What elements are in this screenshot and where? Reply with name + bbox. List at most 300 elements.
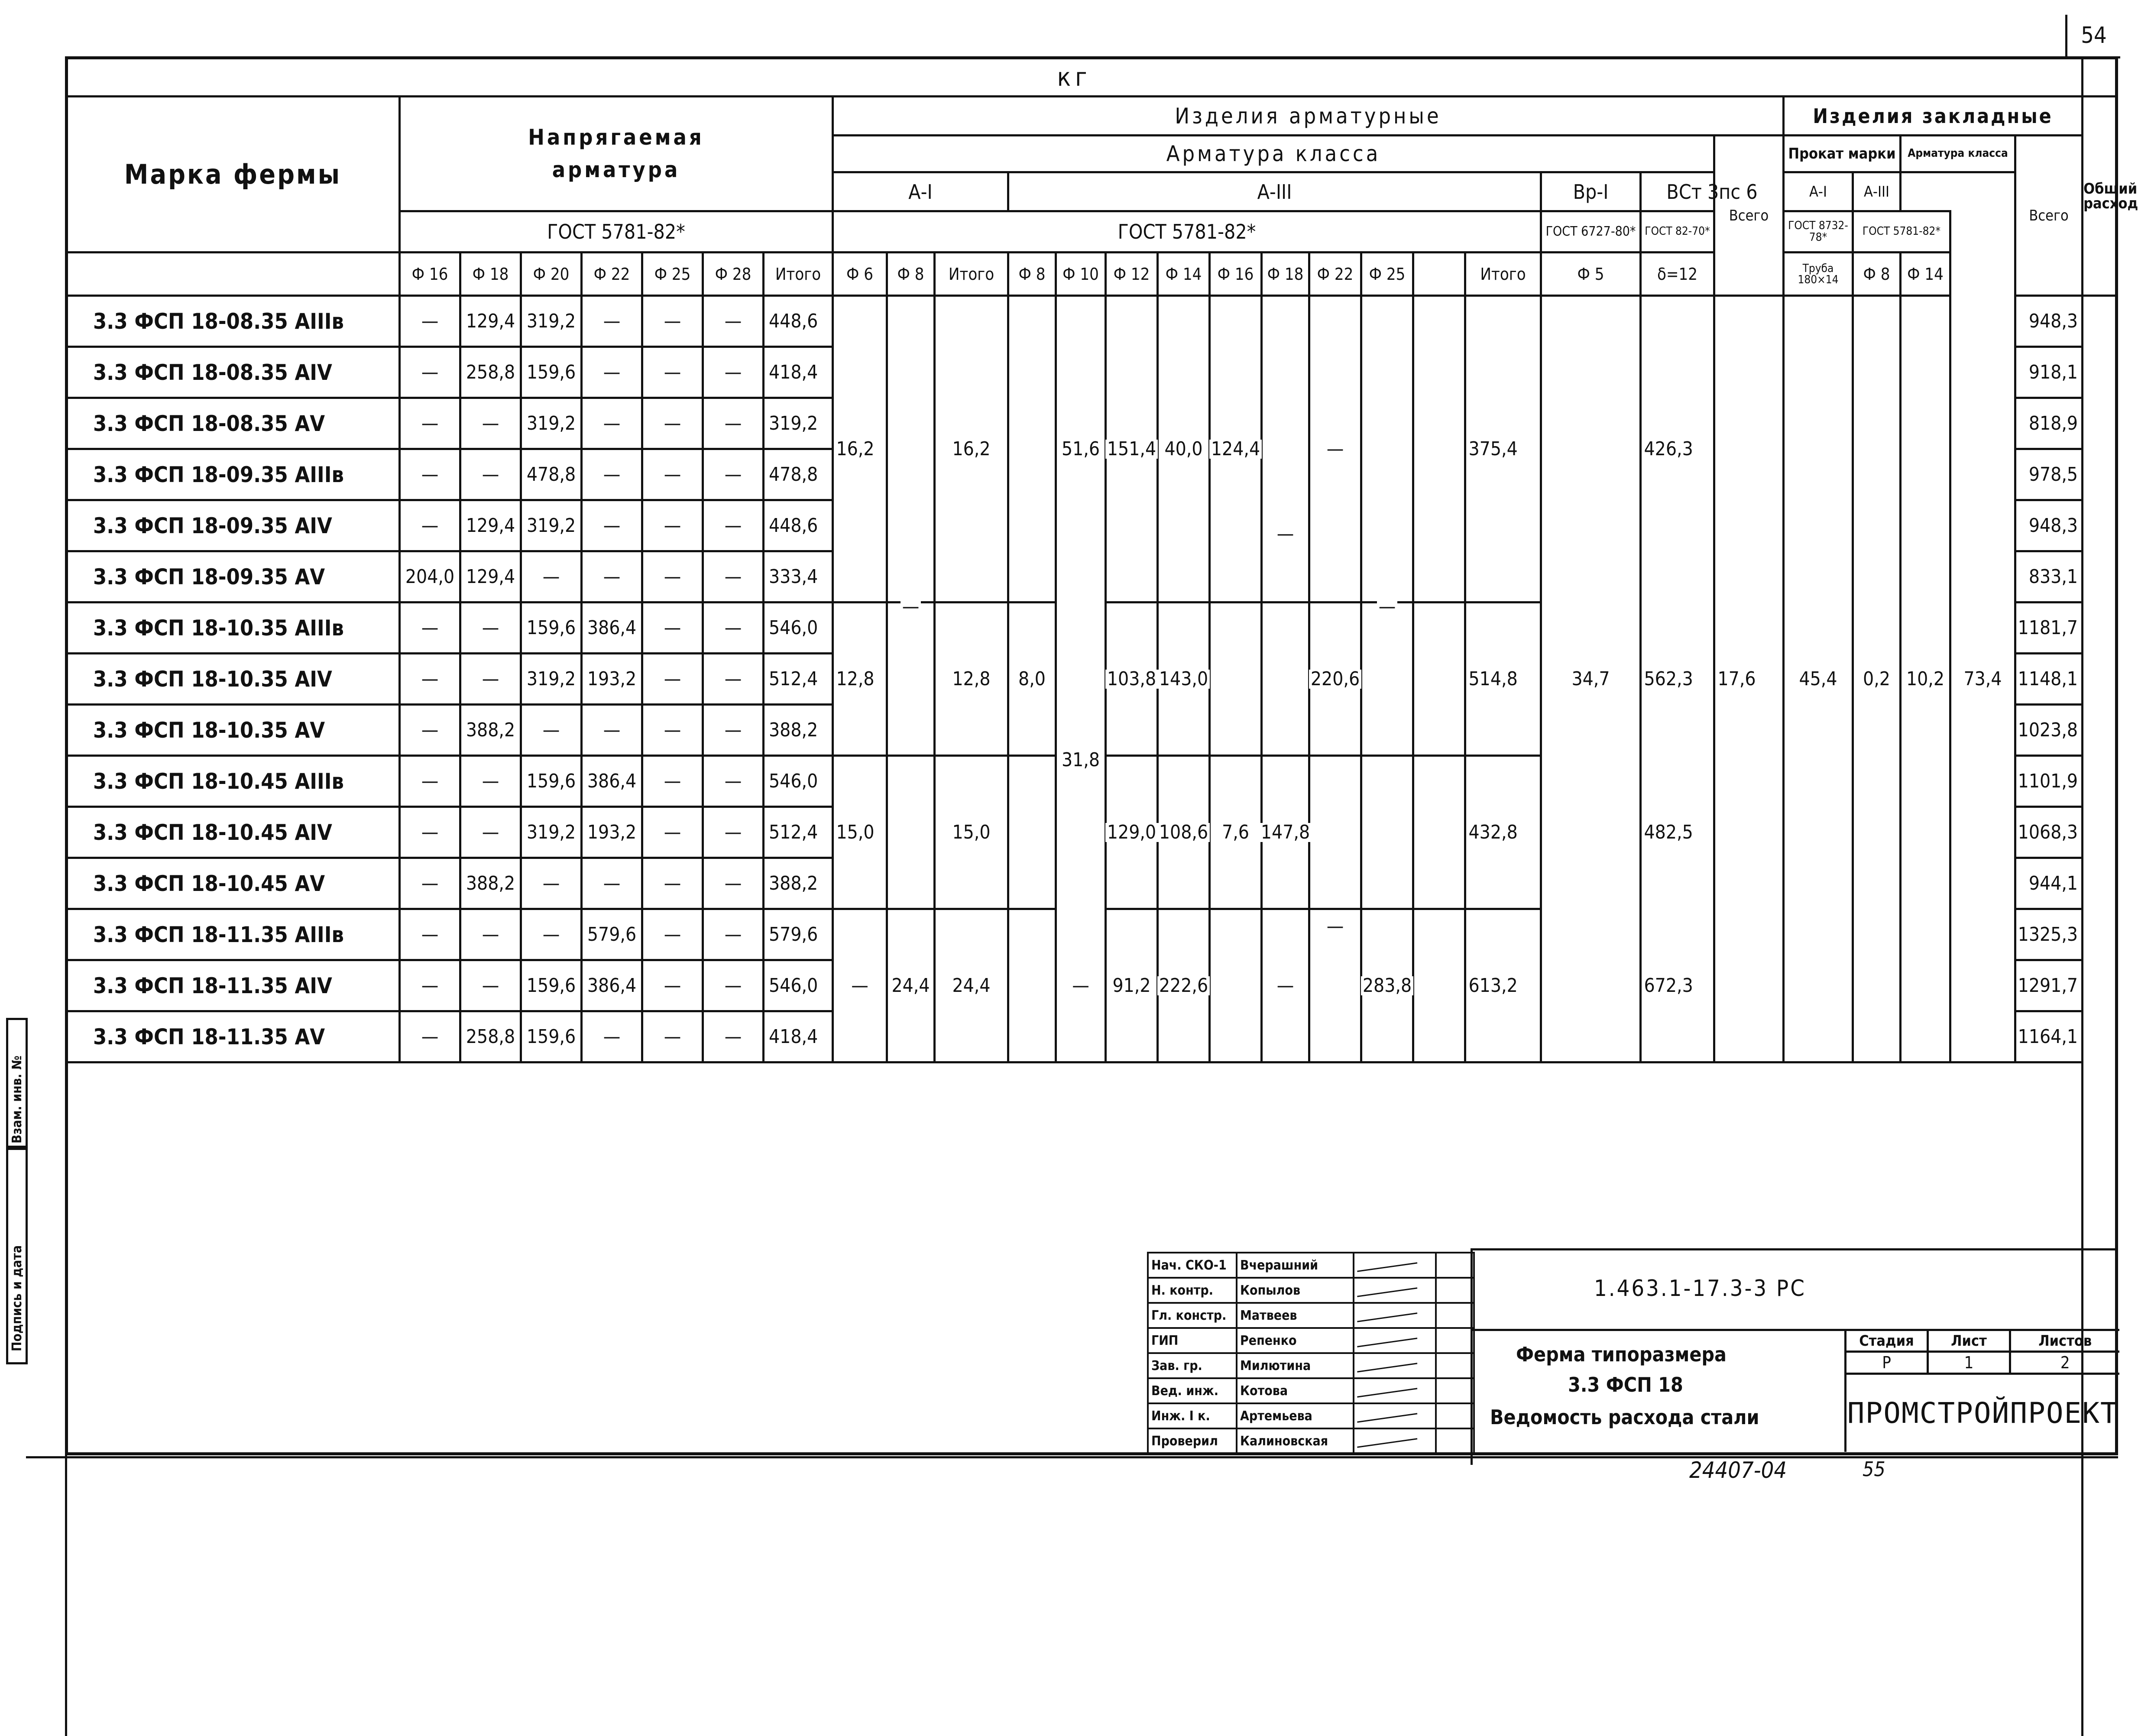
vr-col-header: Ф 5 (1541, 253, 1641, 296)
group-cell (1309, 807, 1361, 858)
sheet-label: Лист (1928, 1330, 2010, 1352)
stressed-col-header: Ф 25 (642, 253, 703, 296)
group-cell (1361, 1011, 1413, 1062)
signature (1354, 1278, 1436, 1303)
group-cell (1714, 909, 1784, 960)
grand-total-cell: 1068,3 (2015, 807, 2083, 858)
group-cell (1262, 449, 1309, 500)
group-cell (1056, 654, 1106, 705)
stressed-cell: — (521, 551, 582, 602)
group-cell (1361, 909, 1413, 960)
grand-total-cell: 918,1 (2015, 347, 2083, 398)
grand-total-cell: 833,1 (2015, 551, 2083, 602)
stressed-cell: 129,4 (460, 551, 521, 602)
group-cell (1262, 756, 1309, 807)
group-cell (1361, 500, 1413, 551)
stressed-cell: 319,2 (521, 398, 582, 449)
group-value: 143,0 (1157, 670, 1210, 689)
stressed-cell: — (642, 347, 703, 398)
group-separator (833, 755, 1056, 757)
group-cell (1210, 602, 1262, 654)
group-cell (833, 602, 887, 654)
group-cell (1158, 551, 1210, 602)
group-cell (1106, 551, 1158, 602)
stressed-cell: 512,4 (764, 654, 833, 705)
group-cell (1641, 756, 1714, 807)
title-line2: 3.3 ФСП 18 (1568, 1373, 1683, 1396)
group-cell (1541, 449, 1641, 500)
group-cell (1784, 398, 1853, 449)
stressed-col-header: Ф 20 (521, 253, 582, 296)
stressed-cell: — (642, 807, 703, 858)
group-value: 482,5 (1642, 823, 1695, 842)
signature-mark (1357, 1438, 1418, 1449)
signer-role: Проверил (1148, 1428, 1237, 1454)
row-mark: 3.3 ФСП 18-10.35 АIIIв (66, 602, 400, 654)
products-emb-header: Изделия закладные (1784, 97, 2083, 136)
group-cell (1465, 1011, 1541, 1062)
stressed-cell: — (400, 602, 460, 654)
group-cell (1465, 705, 1541, 756)
group-cell (1413, 347, 1465, 398)
group-cell (1541, 551, 1641, 602)
date-cell (1436, 1303, 1474, 1328)
signer-name: Матвеев (1237, 1303, 1354, 1328)
stressed-cell: 546,0 (764, 602, 833, 654)
stressed-col-header: Итого (764, 253, 833, 296)
signature-mark (1357, 1262, 1418, 1273)
stressed-cell: — (703, 398, 764, 449)
group-cell (887, 705, 935, 756)
stressed-cell: — (400, 960, 460, 1011)
group-cell (1210, 858, 1262, 909)
group-value: 124,4 (1209, 440, 1262, 459)
group-value: 34,7 (1570, 670, 1611, 689)
doc-code: 1.463.1-17.3-3 РС (1594, 1276, 1806, 1302)
group-cell (1950, 909, 2015, 960)
group-cell (1008, 449, 1056, 500)
emb-arm-class-header: Арматура класса (1901, 136, 2015, 172)
grand-total-cell: 944,1 (2015, 858, 2083, 909)
stressed-cell: 159,6 (521, 1011, 582, 1062)
group-cell (1413, 909, 1465, 960)
group-value: 432,8 (1467, 823, 1519, 842)
group-cell (1901, 449, 1950, 500)
stressed-cell: 388,2 (764, 705, 833, 756)
group-cell (935, 296, 1008, 347)
group-cell (1465, 602, 1541, 654)
bottom-border (26, 1456, 2118, 1458)
group-cell (1465, 756, 1541, 807)
group-cell (1158, 602, 1210, 654)
stressed-cell: 448,6 (764, 296, 833, 347)
stressed-cell: — (703, 756, 764, 807)
stressed-cell: — (521, 705, 582, 756)
group-value: 12,8 (835, 670, 876, 689)
group-cell (1950, 756, 2015, 807)
stressed-cell: 448,6 (764, 500, 833, 551)
stressed-cell: 386,4 (582, 756, 642, 807)
stressed-cell: 546,0 (764, 756, 833, 807)
group-cell (1056, 909, 1106, 960)
group-cell (1106, 909, 1158, 960)
group-cell (1008, 296, 1056, 347)
stressed-cell: — (703, 1011, 764, 1062)
group-cell (1309, 602, 1361, 654)
signer-role: Зав. гр. (1148, 1353, 1237, 1378)
signature (1354, 1403, 1436, 1428)
group-cell (1853, 756, 1901, 807)
group-cell (1541, 398, 1641, 449)
row-mark: 3.3 ФСП 18-10.35 АIV (66, 654, 400, 705)
signature-mark (1357, 1363, 1418, 1374)
row-mark: 3.3 ФСП 18-09.35 АIV (66, 500, 400, 551)
stressed-cell: — (400, 398, 460, 449)
stressed-cell: — (642, 602, 703, 654)
stressed-cell: 129,4 (460, 296, 521, 347)
class-a3-header: А-III (1008, 172, 1541, 211)
group-cell (1361, 756, 1413, 807)
row-mark: 3.3 ФСП 18-10.45 АV (66, 858, 400, 909)
stressed-cell: — (642, 500, 703, 551)
delta-col-header: δ=12 (1641, 253, 1714, 296)
group-cell (887, 1011, 935, 1062)
group-cell (1950, 449, 2015, 500)
group-cell (1210, 909, 1262, 960)
group-separator (1106, 908, 1541, 910)
arm-class-header: Арматура класса (833, 136, 1714, 172)
kg-header: кг (66, 58, 2083, 97)
signer-role: Вед. инж. (1148, 1378, 1237, 1403)
a3-col-header: Ф 12 (1106, 253, 1158, 296)
title-line3: Ведомость расхода стали (1490, 1406, 1759, 1429)
stressed-cell: 386,4 (582, 602, 642, 654)
group-cell (1784, 602, 1853, 654)
signer-name: Копылов (1237, 1278, 1354, 1303)
stressed-cell: — (703, 602, 764, 654)
stressed-cell: 159,6 (521, 347, 582, 398)
a3-col-header: Ф 14 (1158, 253, 1210, 296)
group-cell (1784, 500, 1853, 551)
stressed-cell: — (582, 551, 642, 602)
group-cell (1361, 858, 1413, 909)
group-value: 51,6 (1060, 440, 1101, 459)
stressed-cell: — (642, 398, 703, 449)
sheets-label: Листов (2010, 1330, 2119, 1352)
group-cell (1413, 705, 1465, 756)
stressed-cell: — (460, 909, 521, 960)
group-cell (1413, 654, 1465, 705)
group-cell (1262, 398, 1309, 449)
stressed-cell: — (703, 909, 764, 960)
stressed-cell: 388,2 (764, 858, 833, 909)
group-cell (833, 347, 887, 398)
stressed-cell: — (400, 909, 460, 960)
group-value: 103,8 (1105, 670, 1158, 689)
stressed-cell: 319,2 (521, 654, 582, 705)
group-value: 147,8 (1259, 823, 1312, 842)
group-cell (1541, 858, 1641, 909)
group-value: — (1070, 976, 1091, 995)
group-value: 12,8 (950, 670, 992, 689)
group-cell (1309, 1011, 1361, 1062)
group-cell (1641, 1011, 1714, 1062)
grand-total-cell: 1325,3 (2015, 909, 2083, 960)
group-cell (1262, 602, 1309, 654)
group-cell (887, 500, 935, 551)
group-cell (1056, 296, 1106, 347)
group-cell (1901, 1011, 1950, 1062)
group-cell (1361, 296, 1413, 347)
stressed-cell: — (460, 960, 521, 1011)
a3-col-header: Ф 25 (1361, 253, 1413, 296)
group-dash: — (1377, 597, 1398, 616)
swap-inv-label: Взам. инв. № (10, 1056, 25, 1143)
sheet-number: 54 (2065, 15, 2120, 58)
stressed-col-header: Ф 18 (460, 253, 521, 296)
stressed-cell: — (703, 807, 764, 858)
group-value: 0,2 (1861, 670, 1892, 689)
stressed-cell: 159,6 (521, 602, 582, 654)
row-mark: 3.3 ФСП 18-08.35 АIIIв (66, 296, 400, 347)
stressed-cell: — (460, 398, 521, 449)
group-cell (1901, 858, 1950, 909)
group-cell (1541, 807, 1641, 858)
group-cell (1361, 807, 1413, 858)
group-cell (1413, 551, 1465, 602)
group-cell (1853, 500, 1901, 551)
stressed-cell: — (400, 500, 460, 551)
signature-mark (1357, 1413, 1418, 1424)
grand-total-cell: 1023,8 (2015, 705, 2083, 756)
row-mark: 3.3 ФСП 18-09.35 АIIIв (66, 449, 400, 500)
group-cell (1853, 347, 1901, 398)
group-cell (1361, 398, 1413, 449)
group-cell (1158, 1011, 1210, 1062)
stressed-cell: 418,4 (764, 1011, 833, 1062)
group-cell (1641, 551, 1714, 602)
stressed-cell: — (582, 500, 642, 551)
date-cell (1436, 1403, 1474, 1428)
group-cell (1262, 858, 1309, 909)
stressed-cell: 333,4 (764, 551, 833, 602)
group-cell (1714, 1011, 1784, 1062)
group-cell (1106, 858, 1158, 909)
group-value: 16,2 (835, 440, 876, 459)
group-cell (1158, 756, 1210, 807)
stressed-cell: 579,6 (582, 909, 642, 960)
group-cell (1210, 654, 1262, 705)
a1-col-header: Ф 8 (887, 253, 935, 296)
group-cell (887, 756, 935, 807)
group-cell (1853, 807, 1901, 858)
group-cell (1309, 858, 1361, 909)
group-cell (1008, 551, 1056, 602)
group-value: 24,4 (950, 976, 992, 995)
group-cell (1541, 705, 1641, 756)
emb-a3-header: А-III (1853, 172, 1901, 211)
group-cell (1784, 909, 1853, 960)
signature (1354, 1353, 1436, 1378)
group-cell (1541, 602, 1641, 654)
stressed-cell: — (521, 909, 582, 960)
class-a1-header: А-I (833, 172, 1008, 211)
title-line1: Ферма типоразмера (1516, 1343, 1727, 1366)
group-cell (1641, 705, 1714, 756)
grand-total-cell: 1164,1 (2015, 1011, 2083, 1062)
a3-col-header (1413, 253, 1465, 296)
stressed-cell: — (642, 756, 703, 807)
signer-role: ГИП (1148, 1328, 1237, 1353)
group-value: 426,3 (1642, 440, 1695, 459)
group-cell (1901, 705, 1950, 756)
bottom-number: 24407-04 (1689, 1457, 1787, 1483)
group-value: 672,3 (1642, 976, 1695, 995)
group-cell (1210, 551, 1262, 602)
row-mark: 3.3 ФСП 18-10.45 АIIIв (66, 756, 400, 807)
group-cell (1361, 347, 1413, 398)
group-cell (833, 858, 887, 909)
stressed-header: Напрягаемая арматура (400, 97, 833, 211)
group-value: 17,6 (1716, 670, 1758, 689)
group-cell (1641, 602, 1714, 654)
group-cell (1901, 807, 1950, 858)
group-cell (1901, 551, 1950, 602)
grand-total-cell: 1291,7 (2015, 960, 2083, 1011)
stressed-cell: 193,2 (582, 807, 642, 858)
group-cell (1641, 858, 1714, 909)
signature (1354, 1328, 1436, 1353)
group-cell (1210, 296, 1262, 347)
stressed-cell: — (642, 654, 703, 705)
group-value: 24,4 (890, 976, 931, 995)
a3-col-header: Ф 22 (1309, 253, 1361, 296)
stressed-col-header: Ф 16 (400, 253, 460, 296)
products-arm-header: Изделия арматурные (833, 97, 1784, 136)
group-cell (1008, 858, 1056, 909)
group-cell (1361, 449, 1413, 500)
group-cell (1541, 347, 1641, 398)
group-cell (1784, 296, 1853, 347)
stressed-cell: 319,2 (521, 296, 582, 347)
group-cell (1361, 551, 1413, 602)
group-cell (1784, 449, 1853, 500)
signer-name: Котова (1237, 1378, 1354, 1403)
sheets-value: 2 (2010, 1352, 2119, 1374)
group-separator (833, 601, 1056, 603)
group-cell (1901, 347, 1950, 398)
group-separator (1106, 601, 1541, 603)
group-cell (1714, 756, 1784, 807)
grand-total-cell: 948,3 (2015, 500, 2083, 551)
stressed-cell: — (642, 909, 703, 960)
group-value: 45,4 (1797, 670, 1839, 689)
group-cell (1309, 296, 1361, 347)
group-cell (1158, 909, 1210, 960)
group-cell (1950, 858, 2015, 909)
stressed-cell: — (703, 705, 764, 756)
stressed-cell: — (582, 347, 642, 398)
group-cell (833, 705, 887, 756)
group-cell (1541, 960, 1641, 1011)
group-cell (1784, 551, 1853, 602)
stage-value: Р (1846, 1352, 1928, 1374)
rolled-header: Прокат марки (1784, 136, 1901, 172)
stressed-cell: 129,4 (460, 500, 521, 551)
group-cell (1901, 296, 1950, 347)
group-cell (1262, 296, 1309, 347)
steel-consumption-table (65, 56, 2138, 1736)
stressed-cell: — (703, 551, 764, 602)
group-cell (1641, 347, 1714, 398)
group-cell (1413, 858, 1465, 909)
stressed-cell: — (400, 347, 460, 398)
stressed-cell: — (460, 756, 521, 807)
stressed-cell: — (703, 296, 764, 347)
date-cell (1436, 1428, 1474, 1454)
group-cell (1641, 296, 1714, 347)
group-cell (1309, 705, 1361, 756)
stressed-col-header: Ф 28 (703, 253, 764, 296)
signature-mark (1357, 1388, 1418, 1399)
group-cell (1950, 1011, 2015, 1062)
group-value: 15,0 (835, 823, 876, 842)
group-cell (1158, 347, 1210, 398)
grand-total-cell: 1181,7 (2015, 602, 2083, 654)
group-cell (1413, 756, 1465, 807)
group-separator (1106, 755, 1541, 757)
group-cell (1056, 705, 1106, 756)
row-mark: 3.3 ФСП 18-10.45 АIV (66, 807, 400, 858)
group-cell (1262, 654, 1309, 705)
group-cell (1158, 858, 1210, 909)
group-cell (1106, 705, 1158, 756)
group-value: — (1275, 976, 1296, 995)
group-cell (833, 1011, 887, 1062)
group-cell (1106, 347, 1158, 398)
group-cell (887, 347, 935, 398)
group-cell (1901, 500, 1950, 551)
group-cell (1714, 551, 1784, 602)
stressed-cell: — (582, 449, 642, 500)
stressed-cell: — (642, 1011, 703, 1062)
a1-col-header: Ф 6 (833, 253, 887, 296)
group-value: 73,4 (1962, 670, 2003, 689)
group-value: 222,6 (1157, 976, 1210, 995)
group-cell (1106, 500, 1158, 551)
stressed-cell: 418,4 (764, 347, 833, 398)
group-dash: — (1325, 917, 1346, 936)
group-cell (935, 1011, 1008, 1062)
group-cell (1008, 398, 1056, 449)
stressed-cell: — (400, 296, 460, 347)
stressed-cell: 159,6 (521, 756, 582, 807)
group-separator (833, 908, 1056, 910)
group-cell (1901, 602, 1950, 654)
group-cell (1262, 347, 1309, 398)
tube-col-header: Труба 180×14 (1784, 253, 1853, 296)
group-cell (1210, 500, 1262, 551)
group-cell (1413, 602, 1465, 654)
group-value: 7,6 (1220, 823, 1251, 842)
group-cell (1641, 909, 1714, 960)
stressed-cell: — (400, 1011, 460, 1062)
group-cell (1541, 500, 1641, 551)
stressed-cell: 159,6 (521, 960, 582, 1011)
group-cell (1056, 807, 1106, 858)
group-cell (1361, 654, 1413, 705)
stressed-cell: 204,0 (400, 551, 460, 602)
